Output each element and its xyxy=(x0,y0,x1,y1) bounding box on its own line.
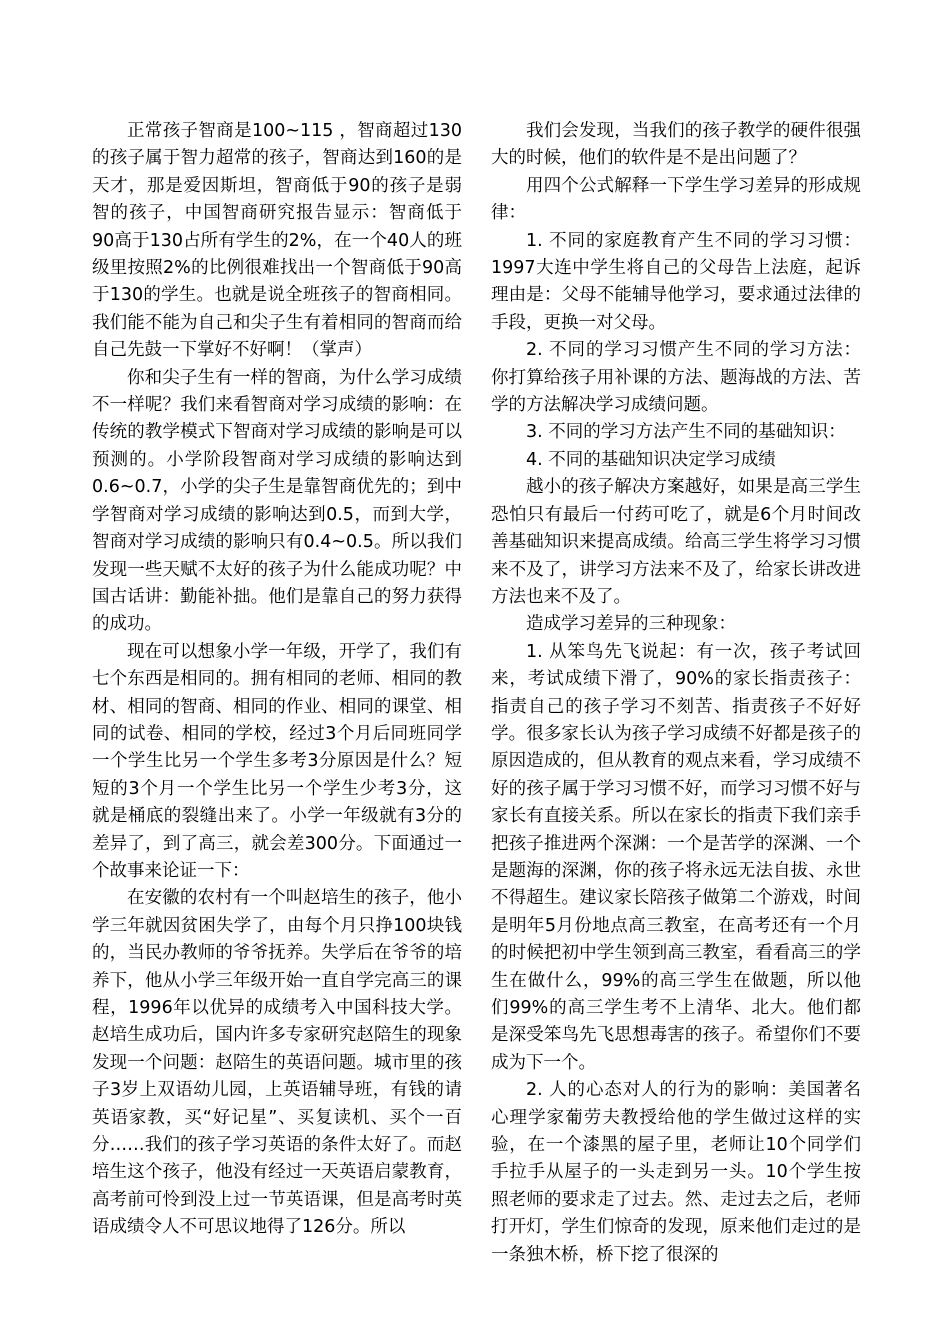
paragraph-software-question: 我们会发现，当我们的孩子教学的硬件很强大的时候，他们的软件是不是出问题了？ xyxy=(491,121,861,169)
right-column xyxy=(491,118,861,1269)
paragraph-phenomenon-1: 1. 从笨鸟先飞说起：有一次，孩子考试回来，考试成绩下滑了，90%的家长指责孩子：指责自己的孩子学习不刻苦、指责孩子不好好学。很多家长认为孩子学习成绩不好都是孩子的原因造成的，但从教育的观点来看，学习成绩不好的孩子属于学习习惯不好，而学习习惯不好与家长有直接关系。所以在家长的指责下我们亲手把孩子推进两个深渊：一个是苦学的深渊、一个是题海的深渊，你的孩子将永远无法自拔、永世不得超生。建议家长陪孩子做第二个游戏，时间是明年5月份地点高三教室，在高考还有一个月的时候把初中学生领到高三教室，看看高三的学生在做什么，99%的高三学生在做题，所以他们99%的高三学生考不上清华、北大。他们都是深受笨鸟先飞思想毒害的孩子。希望你们不要成为下一个。 xyxy=(491,641,861,1073)
paragraph-three-phenomena-intro: 造成学习差异的三种现象： xyxy=(526,614,736,635)
paragraph-first-grade: 现在可以想象小学一年级，开学了，我们有七个东西是相同的。拥有相同的老师、相同的教材、相同的智商、相同的作业、相同的课堂、相同的试卷、相同的学校，经过3个月后同班同学一个学生比另一个学生多考3分原因是什么？短短的3个月一个学生比另一个学生少考3分，这就是桶底的裂缝出来了。小学一年级就有3分的差异了，到了高三，就会差300分。下面通过一个故事来论证一下： xyxy=(92,641,462,881)
paragraph-four-formulas-intro: 用四个公式解释一下学生学习差异的形成规律： xyxy=(491,175,861,224)
paragraph-formula-1: 1. 不同的家庭教育产生不同的学习习惯：1997大连中学生将自己的父母告上法庭，起诉理由是：父母不能辅导他学习，要求通过法律的手段，更换一对父母。 xyxy=(491,230,861,333)
paragraph-iq-influence: 你和尖子生有一样的智商，为什么学习成绩不一样呢？我们来看智商对学习成绩的影响：在传统的教学模式下智商对学习成绩的影响是可以预测的。小学阶段智商对学习成绩的影响达到0.6~0.7，小学的尖子生是靠智商优先的；到中学智商对学习成绩的影响达到0.5，而到大学，智商对学习成绩的影响只有0.4~0.5。所以我们发现一些天赋不太好的孩子为什么能成功呢？中国古话讲：勤能补拙。他们是靠自己的努力获得的成功。 xyxy=(92,367,462,635)
paragraph-iq-range: 正常孩子智商是100~115 ，智商超过130的孩子属于智力超常的孩子，智商达到160的是天才，那是爱因斯坦，智商低于90的孩子是弱智的孩子，中国智商研究报告显示：智商低于90高于130占所有学生的2%，在一个40人的班级里按照2%的比例很难找出一个智商低于90高于130的学生。也就是说全班孩子的智商相同。我们能不能为自己和尖子生有着相同的智商而给自己先鼓一下掌好不好啊！（掌声） xyxy=(92,121,462,361)
left-column xyxy=(92,118,462,1242)
paragraph-senior-solution: 越小的孩子解决方案越好，如果是高三学生恐怕只有最后一付药可吃了，就是6个月时间改善基础知识来提高成绩。给高三学生将学习习惯来不及了，讲学习方法来不及了，给家长讲改进方法也来不及了。 xyxy=(491,477,861,607)
paragraph-formula-2: 2. 不同的学习习惯产生不同的学习方法：你打算给孩子用补课的方法、题海战的方法、苦学的方法解决学习成绩问题。 xyxy=(491,340,861,416)
paragraph-formula-3: 3. 不同的学习方法产生不同的基础知识： xyxy=(526,422,846,443)
paragraph-zhao-peisheng: 在安徽的农村有一个叫赵培生的孩子，他小学三年就因贫困失学了，由每个月只挣100块钱的，当民办教师的爷爷抚养。失学后在爷爷的培养下，他从小学三年级开始一直自学完高三的课程，1996年以优异的成绩考入中国科技大学。赵培生成功后，国内许多专家研究赵陪生的现象发现一个问题：赵陪生的英语问题。城市里的孩子3岁上双语幼儿园，上英语辅导班，有钱的请英语家教，买“好记星”、买复读机、买个一百分……我们的孩子学习英语的条件太好了。而赵培生这个孩子，他没有经过一天英语启蒙教育，高考前可怜到没上过一节英语课，但是高考时英语成绩令人不可思议地得了126分。所以 xyxy=(92,888,462,1238)
paragraph-formula-4: 4. 不同的基础知识决定学习成绩 xyxy=(526,449,776,470)
paragraph-phenomenon-2: 2. 人的心态对人的行为的影响：美国著名心理学家葡劳夫教授给他的学生做过这样的实验，在一个漆黑的屋子里，老师让10个同学们手拉手从屋子的一头走到另一头。10个学生按照老师的要求走了过去。然、走过去之后，老师打开灯，学生们惊奇的发现，原来他们走过的是一条独木桥，桥下挖了很深的 xyxy=(491,1080,861,1265)
